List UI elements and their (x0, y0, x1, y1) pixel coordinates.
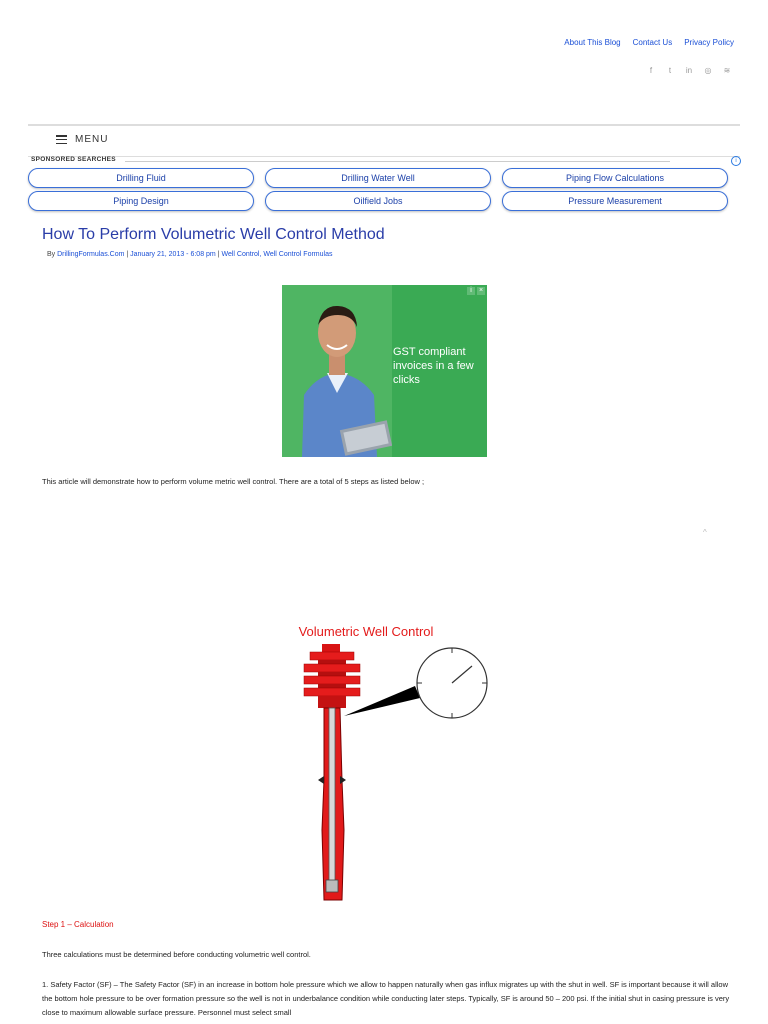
drill-pipe (329, 708, 335, 888)
article-intro: This article will demonstrate how to perform volume metric well control. There are a total of 5 steps as listed below ; (42, 477, 425, 486)
ad-controls (467, 287, 485, 295)
privacy-link[interactable]: Privacy Policy (684, 38, 734, 47)
step-description: Three calculations must be determined before conducting volumetric well control. (42, 950, 311, 959)
divider (125, 161, 670, 162)
search-pill[interactable]: Piping Flow Calculations (502, 168, 728, 188)
diagram-title: Volumetric Well Control (298, 624, 434, 639)
category-links[interactable]: Well Control, Well Control Formulas (221, 251, 333, 258)
search-pill[interactable]: Pressure Measurement (502, 191, 728, 211)
about-blog-link[interactable]: About This Blog (564, 38, 621, 47)
date-link[interactable]: January 21, 2013 - 6:08 pm (130, 251, 216, 258)
chevron-up-icon[interactable]: ^ (703, 528, 707, 537)
facebook-icon[interactable]: f (649, 66, 653, 75)
search-pill[interactable]: Piping Design (28, 191, 254, 211)
search-pill[interactable]: Drilling Water Well (265, 168, 491, 188)
well-control-diagram (282, 620, 492, 905)
ad-choices-icon[interactable]: i (467, 287, 475, 295)
nav-bar (28, 124, 740, 157)
article-title: How To Perform Volumetric Well Control Method (42, 226, 385, 243)
linkedin-icon[interactable]: in (685, 66, 693, 75)
step-heading: Step 1 – Calculation (42, 920, 114, 929)
ad-close-icon[interactable]: × (478, 287, 484, 294)
social-icons (646, 66, 732, 75)
safety-factor-paragraph: 1. Safety Factor (SF) – The Safety Factor (SF) in an increase in bottom hole pressure which we allow to happen naturally when gas influx migrates up with the shut in well. SF is important because it will allow the bottom hole pressure to be over formation pressure so the well is not in underbalance condition while conducting later steps. Typically, SF is around 50 – 200 psi. If the initial shut in casing pressure is very close to maximum allowable surface pressure. Personnel must select small (42, 980, 730, 1017)
rss-icon[interactable]: ≋ (723, 66, 731, 75)
advertisement[interactable] (282, 285, 487, 457)
article-meta: By DrillingFormulas.Com | January 21, 2013 - 6:08 pm | Well Control, Well Control Formulas (47, 251, 333, 258)
twitter-icon[interactable]: t (668, 66, 672, 75)
search-pill[interactable]: Drilling Fluid (28, 168, 254, 188)
ad-person-image (282, 285, 392, 457)
menu-button[interactable] (56, 134, 108, 145)
instagram-icon[interactable]: ◎ (704, 66, 712, 75)
byline-prefix: By (47, 251, 56, 258)
sponsored-searches (28, 168, 731, 211)
search-pill[interactable]: Oilfield Jobs (265, 191, 491, 211)
bop-stack (322, 644, 340, 652)
sponsored-label: SPONSORED SEARCHES (31, 156, 116, 163)
ad-text: GST compliant invoices in a few clicks (393, 346, 474, 386)
top-links (564, 38, 734, 47)
hamburger-icon (56, 135, 67, 144)
menu-label: MENU (75, 134, 109, 145)
contact-link[interactable]: Contact Us (632, 38, 673, 47)
author-link[interactable]: DrillingFormulas.Com (57, 251, 125, 258)
ad-info-icon[interactable]: i (731, 156, 741, 166)
